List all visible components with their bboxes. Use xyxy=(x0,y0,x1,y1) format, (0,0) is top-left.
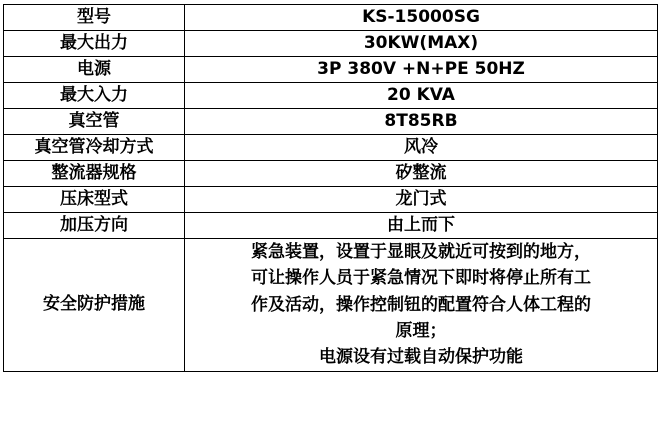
row-value: 龙门式 xyxy=(185,187,658,213)
row-value: 风冷 xyxy=(185,135,658,161)
row-label: 最大出力 xyxy=(4,31,185,57)
row-label: 电源 xyxy=(4,57,185,83)
row-label: 压床型式 xyxy=(4,187,185,213)
row-value: 30KW(MAX) xyxy=(185,31,658,57)
row-label: 型号 xyxy=(4,5,185,31)
safety-line: 作及活动，操作控制钮的配置符合人体工程的 xyxy=(251,294,591,315)
row-label: 真空管 xyxy=(4,109,185,135)
table-row xyxy=(4,57,658,83)
table-row xyxy=(4,109,658,135)
safety-line: 原理； xyxy=(395,321,447,342)
row-value-safety xyxy=(185,239,658,372)
row-label-safety: 安全防护措施 xyxy=(4,239,185,372)
table-body xyxy=(4,5,658,372)
row-value: KS-15000SG xyxy=(185,5,658,31)
table-row xyxy=(4,213,658,239)
row-label: 真空管冷却方式 xyxy=(4,135,185,161)
row-value: 8T85RB xyxy=(185,109,658,135)
table-row xyxy=(4,135,658,161)
safety-line: 电源设有过载自动保护功能 xyxy=(319,347,523,368)
row-label: 最大入力 xyxy=(4,83,185,109)
row-value: 3P 380V +N+PE 50HZ xyxy=(185,57,658,83)
table-row xyxy=(4,31,658,57)
table-row xyxy=(4,161,658,187)
row-label: 整流器规格 xyxy=(4,161,185,187)
row-value: 由上而下 xyxy=(185,213,658,239)
row-label: 加压方向 xyxy=(4,213,185,239)
specification-table xyxy=(3,4,658,372)
table-row xyxy=(4,187,658,213)
row-value: 20 KVA xyxy=(185,83,658,109)
table-row xyxy=(4,5,658,31)
safety-line: 可让操作人员于紧急情况下即时将停止所有工 xyxy=(251,268,591,289)
row-value: 矽整流 xyxy=(185,161,658,187)
table-row xyxy=(4,83,658,109)
safety-line: 紧急装置，设置于显眼及就近可按到的地方， xyxy=(251,242,591,262)
table-row-safety xyxy=(4,239,658,372)
